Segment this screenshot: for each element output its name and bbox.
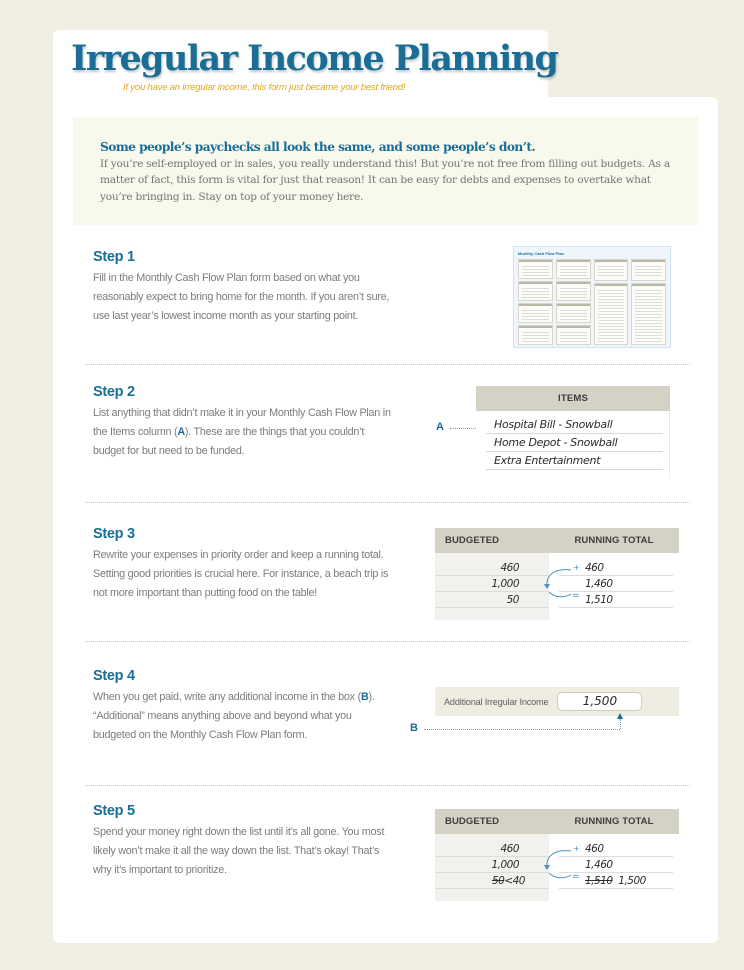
step-1 <box>93 248 393 327</box>
intro-heading: Some people’s paychecks all look the same, and some people’s don’t. <box>100 140 536 154</box>
marker-b-label: B <box>410 722 418 734</box>
running-total-cell: 1,510 <box>559 592 673 608</box>
separator <box>85 364 690 365</box>
svg-text:+: + <box>573 563 580 572</box>
arrow-up-icon <box>617 713 623 719</box>
running-total-cell: 1,460 <box>559 857 673 873</box>
marker-b-pointer <box>424 729 620 730</box>
step-2 <box>93 383 393 462</box>
step-body: Spend your money right down the list until it’s all gone. You most likely won’t make it all the way down the list. That’s okay! That’s why it’s important to prioritize. <box>93 826 385 877</box>
budget-example-step3 <box>435 528 679 620</box>
budgeted-cell: 460 <box>435 841 549 857</box>
items-row: Hospital Bill - Snowball <box>486 416 663 434</box>
budgeted-cell: 50 <box>435 592 549 608</box>
step-body: Rewrite your expenses in priority order and keep a running total. Setting good priorities is crucial here. For instance, a beach trip is not more important than putting food on the table! <box>93 549 389 600</box>
cash-flow-plan-thumbnail <box>513 246 671 348</box>
budgeted-cell: 1,000 <box>435 576 549 592</box>
step-title: Step 1 <box>93 249 135 265</box>
running-total-cell: 1,460 <box>559 576 673 592</box>
running-total-cell-adjusted: 1,510 1,500 <box>559 873 673 889</box>
intro-box <box>73 117 698 225</box>
separator <box>85 785 690 786</box>
additional-income-label: Additional Irregular Income <box>444 696 549 707</box>
marker-b-pointer-vertical <box>620 719 621 729</box>
marker-a: A <box>177 426 185 439</box>
step-title: Step 5 <box>93 803 135 819</box>
budgeted-header: BUDGETED <box>445 816 500 827</box>
svg-text:+: + <box>573 844 580 853</box>
plus-equals-arrow-icon <box>531 558 581 608</box>
items-row: Extra Entertainment <box>486 452 663 470</box>
marker-a-label: A <box>436 421 444 433</box>
step-body: When you get paid, write any additional income in the box (B). “Additional” means anything above and beyond what you budgeted on the Monthly Cash Flow Plan form. <box>93 691 375 742</box>
running-total-cell: 460 <box>559 841 673 857</box>
separator <box>85 641 690 642</box>
items-header: ITEMS <box>476 386 670 411</box>
running-total-cell: 460 <box>559 560 673 576</box>
step-4 <box>93 667 393 746</box>
budget-example-step5 <box>435 809 679 901</box>
page-subtitle: If you have an irregular income, this form just became your best friend! <box>123 82 406 93</box>
budgeted-cell: 460 <box>435 560 549 576</box>
svg-text:=: = <box>572 872 580 882</box>
additional-income-example <box>435 687 679 716</box>
running-total-header: RUNNING TOTAL <box>574 535 654 546</box>
marker-b: B <box>360 691 369 703</box>
budgeted-cell-adjusted: 50<40 <box>435 873 549 889</box>
page-title: Irregular Income Planning <box>71 38 558 79</box>
intro-body: If you’re self-employed or in sales, you really understand this! But you’re not free from filling out budgets. As a matter of fact, this form is vital for just that reason! It can be easy for debts and expenses to overtake what you’re bringing in. Stay on top of your money here. <box>100 158 670 203</box>
plus-equals-arrow-icon <box>531 839 581 889</box>
step-5 <box>93 802 393 881</box>
additional-income-field: 1,500 <box>557 692 642 711</box>
running-total-header: RUNNING TOTAL <box>574 816 654 827</box>
budgeted-header: BUDGETED <box>445 535 500 546</box>
step-title: Step 2 <box>93 384 135 400</box>
items-row: Home Depot - Snowball <box>486 434 663 452</box>
items-example <box>476 386 670 478</box>
separator <box>85 502 690 503</box>
step-body: Fill in the Monthly Cash Flow Plan form based on what you reasonably expect to bring home for the month. If you aren’t sure, use last year’s lowest income month as your starting point. <box>93 272 390 323</box>
svg-text:=: = <box>572 591 580 601</box>
thumbnail-title: Monthly Cash Flow Plan <box>518 251 565 256</box>
step-title: Step 3 <box>93 526 135 542</box>
budgeted-cell: 1,000 <box>435 857 549 873</box>
step-body: List anything that didn’t make it in your Monthly Cash Flow Plan in the Items column (A). These are the things that you couldn’t budget for but need to be funded. <box>93 407 391 458</box>
step-title: Step 4 <box>93 668 135 684</box>
step-3 <box>93 525 393 604</box>
